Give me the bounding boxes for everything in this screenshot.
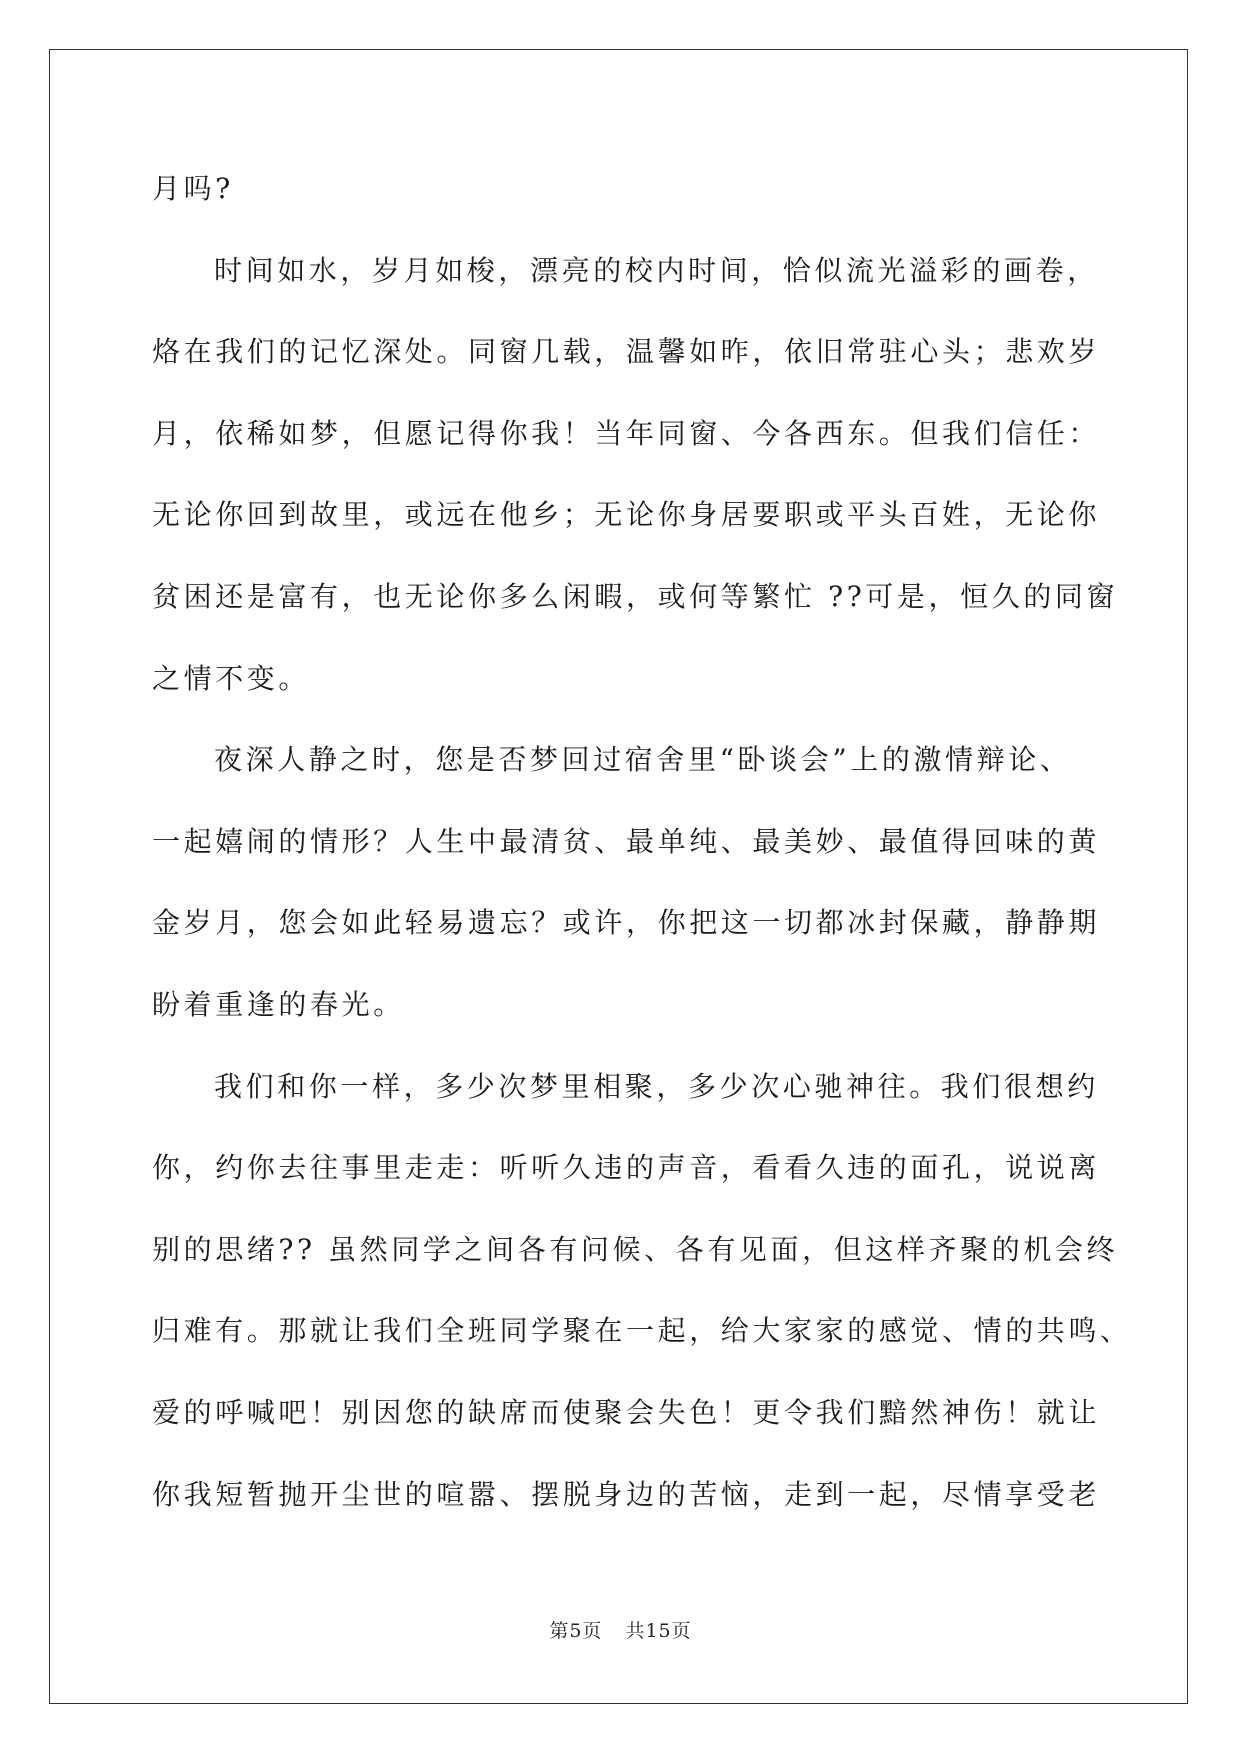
text-line: 月，依稀如梦，但愿记得你我！当年同窗、今各西东。但我们信任： [152,416,1101,450]
total-page-count: 共15页 [625,1620,692,1642]
paragraph-start-line: 夜深人静之时，您是否梦回过宿舍里“卧谈会”上的激情辩论、 [214,743,1072,777]
text-line: 你我短暂抛开尘世的喧嚣、摆脱身边的苦恼，走到一起，尽情享受老 [152,1477,1101,1511]
page-footer [0,1616,1241,1643]
text-line: 金岁月，您会如此轻易遗忘？或许，你把这一切都冰封保藏，静静期 [152,906,1101,940]
text-line: 贫困还是富有，也无论你多么闲暇，或何等繁忙 ??可是，恒久的同窗 [152,579,1119,613]
text-line: 一起嬉闹的情形？人生中最清贫、最单纯、最美妙、最值得回味的黄 [152,824,1101,858]
text-line: 之情不变。 [152,661,311,695]
text-line: 爱的呼喊吧！别因您的缺席而使聚会失色！更令我们黯然神伤！就让 [152,1395,1101,1429]
paragraph-start-line: 时间如水，岁月如梭，漂亮的校内时间，恰似流光溢彩的画卷， [214,253,1099,287]
text-line: 归难有。那就让我们全班同学聚在一起，给大家家的感觉、情的共鸣、 [152,1314,1132,1348]
current-page-number: 第5页 [549,1620,603,1642]
document-body [152,168,1132,1555]
text-line: 别的思绪?? 虽然同学之间各有问候、各有见面，但这样齐聚的机会终 [152,1232,1119,1266]
text-line: 月吗? [152,172,234,205]
text-line: 盼着重逢的春光。 [152,987,405,1021]
text-line: 无论你回到故里，或远在他乡；无论你身居要职或平头百姓，无论你 [152,498,1101,532]
text-line: 你，约你去往事里走走：听听久违的声音，看看久违的面孔，说说离 [152,1151,1101,1185]
text-line: 烙在我们的记忆深处。同窗几载，温馨如昨，依旧常驻心头；悲欢岁 [152,335,1101,369]
paragraph-start-line: 我们和你一样，多少次梦里相聚，多少次心驰神往。我们很想约 [214,1069,1099,1103]
